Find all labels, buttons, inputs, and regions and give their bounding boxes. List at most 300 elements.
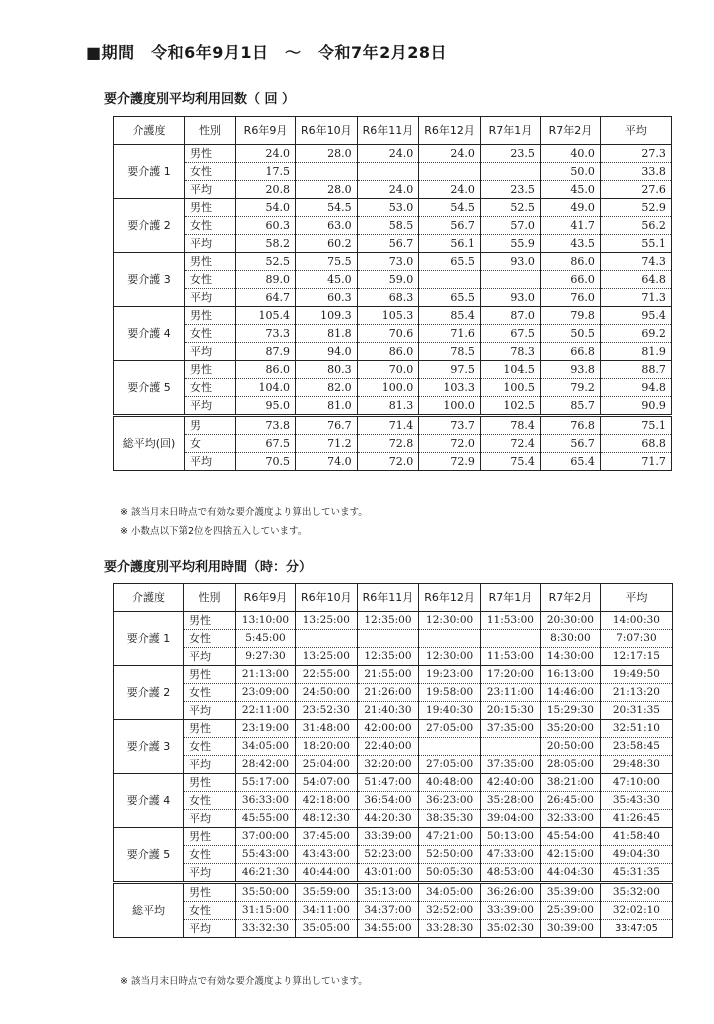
table-row xyxy=(114,379,672,397)
value-cell: 75.5 xyxy=(296,253,358,271)
sex-cell: 女性 xyxy=(184,846,236,864)
table-row xyxy=(114,630,673,648)
value-cell: 48:12:30 xyxy=(296,810,358,828)
table-row xyxy=(114,416,672,435)
average-cell: 75.1 xyxy=(600,416,671,435)
value-cell: 71.2 xyxy=(296,435,358,453)
table-group xyxy=(114,774,673,828)
average-cell: 55.1 xyxy=(600,235,671,253)
value-cell: 95.0 xyxy=(236,397,296,416)
value-cell: 73.3 xyxy=(236,325,296,343)
sex-cell: 平均 xyxy=(184,702,236,720)
value-cell: 72.9 xyxy=(419,453,481,471)
table-group xyxy=(114,307,672,361)
value-cell: 72.8 xyxy=(357,435,419,453)
value-cell: 37:35:00 xyxy=(480,756,540,774)
table-row xyxy=(114,846,673,864)
value-cell: 24.0 xyxy=(236,145,296,163)
table-row xyxy=(114,253,672,271)
value-cell: 42:15:00 xyxy=(540,846,600,864)
header-row xyxy=(114,584,673,612)
sex-cell: 男性 xyxy=(184,720,236,738)
column-header: R6年10月 xyxy=(296,584,358,612)
table-group xyxy=(114,612,673,666)
value-cell: 38:21:00 xyxy=(540,774,600,792)
table2-title: 要介護度別平均利用時間（時：分） xyxy=(104,560,313,575)
value-cell: 54.5 xyxy=(296,199,358,217)
column-header: R7年1月 xyxy=(480,117,540,145)
average-cell: 56.2 xyxy=(600,217,671,235)
value-cell: 24.0 xyxy=(357,145,419,163)
value-cell: 93.0 xyxy=(480,289,540,307)
table-row xyxy=(114,810,673,828)
value-cell xyxy=(296,630,358,648)
value-cell: 50:05:30 xyxy=(419,864,481,883)
sex-cell: 平均 xyxy=(185,343,236,361)
value-cell: 20.8 xyxy=(236,181,296,199)
value-cell: 17.5 xyxy=(236,163,296,181)
value-cell: 40:48:00 xyxy=(419,774,481,792)
value-cell: 13:25:00 xyxy=(296,612,358,630)
sex-cell: 女性 xyxy=(185,271,236,289)
table-row xyxy=(114,343,672,361)
value-cell: 23.5 xyxy=(480,181,540,199)
value-cell: 35:59:00 xyxy=(296,883,358,902)
value-cell: 66.0 xyxy=(540,271,600,289)
value-cell: 76.7 xyxy=(296,416,358,435)
value-cell: 42:18:00 xyxy=(296,792,358,810)
value-cell: 46:21:30 xyxy=(236,864,296,883)
value-cell: 22:40:00 xyxy=(357,738,419,756)
value-cell: 47:33:00 xyxy=(480,846,540,864)
value-cell: 50.5 xyxy=(540,325,600,343)
value-cell: 93.8 xyxy=(540,361,600,379)
value-cell: 103.3 xyxy=(419,379,481,397)
value-cell: 44:04:30 xyxy=(540,864,600,883)
value-cell: 8:30:00 xyxy=(540,630,600,648)
table-group xyxy=(114,145,672,199)
value-cell xyxy=(480,163,540,181)
usage-time-table xyxy=(113,583,673,938)
value-cell: 36:23:00 xyxy=(419,792,481,810)
value-cell: 48:53:00 xyxy=(480,864,540,883)
value-cell: 20:15:30 xyxy=(480,702,540,720)
header-row xyxy=(114,117,672,145)
value-cell: 87.9 xyxy=(236,343,296,361)
table1-note-2: ※ 小数点以下第2位を四捨五入しています。 xyxy=(120,526,308,537)
value-cell: 19:58:00 xyxy=(419,684,481,702)
table1-note-1: ※ 該当月末日時点で有効な要介護度より算出しています。 xyxy=(120,507,368,518)
value-cell: 35:02:30 xyxy=(480,920,540,938)
value-cell: 23.5 xyxy=(480,145,540,163)
average-cell: 71.3 xyxy=(600,289,671,307)
sex-cell: 女性 xyxy=(184,792,236,810)
care-level-cell: 要介護 3 xyxy=(114,253,185,307)
column-header: R6年9月 xyxy=(236,584,296,612)
table-row xyxy=(114,307,672,325)
average-cell: 95.4 xyxy=(600,307,671,325)
value-cell xyxy=(296,163,358,181)
sex-cell: 平均 xyxy=(185,235,236,253)
value-cell: 56.7 xyxy=(419,217,481,235)
column-header: 介護度 xyxy=(114,584,184,612)
value-cell: 67.5 xyxy=(236,435,296,453)
table1-title: 要介護度別平均利用回数（ 回 ） xyxy=(104,92,296,107)
value-cell: 71.6 xyxy=(419,325,481,343)
value-cell: 66.8 xyxy=(540,343,600,361)
value-cell xyxy=(480,630,540,648)
value-cell: 33:28:30 xyxy=(419,920,481,938)
average-cell: 41:26:45 xyxy=(600,810,672,828)
average-cell: 88.7 xyxy=(600,361,671,379)
value-cell: 60.3 xyxy=(236,217,296,235)
sex-cell: 女性 xyxy=(185,379,236,397)
value-cell: 34:11:00 xyxy=(296,902,358,920)
sex-cell: 女性 xyxy=(184,684,236,702)
care-level-cell: 要介護 5 xyxy=(114,361,185,416)
value-cell: 81.3 xyxy=(357,397,419,416)
table-row xyxy=(114,648,673,666)
value-cell: 28.0 xyxy=(296,181,358,199)
average-cell: 41:58:40 xyxy=(600,828,672,846)
value-cell: 73.8 xyxy=(236,416,296,435)
value-cell: 56.1 xyxy=(419,235,481,253)
value-cell: 54.5 xyxy=(419,199,481,217)
value-cell xyxy=(357,163,419,181)
sex-cell: 女性 xyxy=(185,217,236,235)
value-cell: 18:20:00 xyxy=(296,738,358,756)
value-cell: 75.4 xyxy=(480,453,540,471)
value-cell: 49.0 xyxy=(540,199,600,217)
value-cell: 15:29:30 xyxy=(540,702,600,720)
report-period: ■期間 令和6年9月1日 ～ 令和7年2月28日 xyxy=(86,43,448,62)
table-row xyxy=(114,325,672,343)
value-cell: 33:32:30 xyxy=(236,920,296,938)
column-header: R7年1月 xyxy=(480,584,540,612)
value-cell: 21:26:00 xyxy=(357,684,419,702)
average-cell: 21:13:20 xyxy=(600,684,672,702)
sex-cell: 平均 xyxy=(185,397,236,416)
table-row xyxy=(114,756,673,774)
average-cell: 27.6 xyxy=(600,181,671,199)
value-cell: 78.4 xyxy=(480,416,540,435)
value-cell: 34:55:00 xyxy=(357,920,419,938)
average-cell: 47:10:00 xyxy=(600,774,672,792)
value-cell: 38:35:30 xyxy=(419,810,481,828)
value-cell: 23:52:30 xyxy=(296,702,358,720)
value-cell: 14:30:00 xyxy=(540,648,600,666)
average-cell: 32:02:10 xyxy=(600,902,672,920)
value-cell: 40.0 xyxy=(540,145,600,163)
table-row xyxy=(114,397,672,416)
value-cell: 86.0 xyxy=(236,361,296,379)
value-cell: 23:11:00 xyxy=(480,684,540,702)
table-row xyxy=(114,720,673,738)
value-cell: 27:05:00 xyxy=(419,756,481,774)
value-cell: 71.4 xyxy=(357,416,419,435)
sex-cell: 男性 xyxy=(185,145,236,163)
care-level-cell: 要介護 4 xyxy=(114,307,185,361)
value-cell: 36:26:00 xyxy=(480,883,540,902)
value-cell: 55:17:00 xyxy=(236,774,296,792)
value-cell: 59.0 xyxy=(357,271,419,289)
sex-cell: 男性 xyxy=(184,828,236,846)
value-cell: 53.0 xyxy=(357,199,419,217)
value-cell: 35:28:00 xyxy=(480,792,540,810)
sex-cell: 平均 xyxy=(185,453,236,471)
average-cell: 52.9 xyxy=(600,199,671,217)
value-cell: 27:05:00 xyxy=(419,720,481,738)
average-cell: 45:31:35 xyxy=(600,864,672,883)
average-cell: 19:49:50 xyxy=(600,666,672,684)
table-row xyxy=(114,612,673,630)
table-row xyxy=(114,828,673,846)
value-cell: 58.2 xyxy=(236,235,296,253)
value-cell: 70.0 xyxy=(357,361,419,379)
column-header: R6年12月 xyxy=(419,584,481,612)
value-cell: 60.3 xyxy=(296,289,358,307)
value-cell: 79.2 xyxy=(540,379,600,397)
value-cell: 56.7 xyxy=(357,235,419,253)
value-cell: 28.0 xyxy=(296,145,358,163)
average-cell: 33.8 xyxy=(600,163,671,181)
table-row xyxy=(114,702,673,720)
value-cell xyxy=(419,630,481,648)
value-cell: 64.7 xyxy=(236,289,296,307)
value-cell: 23:09:00 xyxy=(236,684,296,702)
table-group xyxy=(114,253,672,307)
sex-cell: 平均 xyxy=(184,648,236,666)
value-cell: 21:13:00 xyxy=(236,666,296,684)
value-cell: 50:13:00 xyxy=(480,828,540,846)
value-cell: 13:10:00 xyxy=(236,612,296,630)
value-cell: 37:00:00 xyxy=(236,828,296,846)
value-cell: 45.0 xyxy=(540,181,600,199)
value-cell: 9:27:30 xyxy=(236,648,296,666)
value-cell: 31:48:00 xyxy=(296,720,358,738)
value-cell: 33:39:00 xyxy=(357,828,419,846)
average-cell: 29:48:30 xyxy=(600,756,672,774)
value-cell: 21:55:00 xyxy=(357,666,419,684)
value-cell: 12:35:00 xyxy=(357,648,419,666)
table-group xyxy=(114,720,673,774)
value-cell: 65.5 xyxy=(419,253,481,271)
value-cell: 72.0 xyxy=(357,453,419,471)
value-cell: 41.7 xyxy=(540,217,600,235)
value-cell: 12:30:00 xyxy=(419,648,481,666)
value-cell: 81.8 xyxy=(296,325,358,343)
value-cell: 32:33:00 xyxy=(540,810,600,828)
value-cell: 39:04:00 xyxy=(480,810,540,828)
table-row xyxy=(114,271,672,289)
value-cell: 51:47:00 xyxy=(357,774,419,792)
average-cell: 49:04:30 xyxy=(600,846,672,864)
value-cell: 31:15:00 xyxy=(236,902,296,920)
sex-cell: 女性 xyxy=(184,630,236,648)
table-row xyxy=(114,774,673,792)
sex-cell: 平均 xyxy=(184,756,236,774)
column-header: R6年9月 xyxy=(236,117,296,145)
value-cell: 105.4 xyxy=(236,307,296,325)
value-cell: 52.5 xyxy=(480,199,540,217)
value-cell: 25:04:00 xyxy=(296,756,358,774)
sex-cell: 男性 xyxy=(185,199,236,217)
column-header: R6年10月 xyxy=(296,117,358,145)
value-cell: 68.3 xyxy=(357,289,419,307)
column-header: R6年11月 xyxy=(357,584,419,612)
average-cell: 12:17:15 xyxy=(600,648,672,666)
value-cell: 56.7 xyxy=(540,435,600,453)
value-cell: 100.0 xyxy=(419,397,481,416)
column-header: R6年11月 xyxy=(357,117,419,145)
value-cell: 45:55:00 xyxy=(236,810,296,828)
table-row xyxy=(114,435,672,453)
value-cell: 54:07:00 xyxy=(296,774,358,792)
value-cell: 33:39:00 xyxy=(480,902,540,920)
value-cell: 45:54:00 xyxy=(540,828,600,846)
sex-cell: 女性 xyxy=(185,325,236,343)
value-cell: 20:30:00 xyxy=(540,612,600,630)
value-cell: 34:37:00 xyxy=(357,902,419,920)
value-cell: 22:11:00 xyxy=(236,702,296,720)
care-level-cell: 総平均 xyxy=(114,883,184,938)
value-cell: 35:39:00 xyxy=(540,883,600,902)
value-cell xyxy=(419,163,481,181)
value-cell: 109.3 xyxy=(296,307,358,325)
care-level-cell: 要介護 1 xyxy=(114,145,185,199)
value-cell: 24.0 xyxy=(419,181,481,199)
value-cell: 34:05:00 xyxy=(419,883,481,902)
average-cell: 33:47:05 xyxy=(600,920,672,938)
value-cell: 5:45:00 xyxy=(236,630,296,648)
care-level-cell: 要介護 2 xyxy=(114,199,185,253)
value-cell: 52:50:00 xyxy=(419,846,481,864)
value-cell: 32:52:00 xyxy=(419,902,481,920)
value-cell: 42:40:00 xyxy=(480,774,540,792)
value-cell: 43:43:00 xyxy=(296,846,358,864)
average-cell: 20:31:35 xyxy=(600,702,672,720)
value-cell: 60.2 xyxy=(296,235,358,253)
value-cell: 78.3 xyxy=(480,343,540,361)
value-cell: 100.0 xyxy=(357,379,419,397)
table-row xyxy=(114,453,672,471)
sex-cell: 男性 xyxy=(184,612,236,630)
value-cell: 14:46:00 xyxy=(540,684,600,702)
table-group xyxy=(114,199,672,253)
sex-cell: 平均 xyxy=(185,289,236,307)
value-cell: 12:30:00 xyxy=(419,612,481,630)
care-level-cell: 要介護 3 xyxy=(114,720,184,774)
value-cell xyxy=(419,271,481,289)
column-header: 介護度 xyxy=(114,117,185,145)
value-cell: 70.6 xyxy=(357,325,419,343)
table-group xyxy=(114,828,673,883)
value-cell: 102.5 xyxy=(480,397,540,416)
value-cell: 19:40:30 xyxy=(419,702,481,720)
value-cell: 80.3 xyxy=(296,361,358,379)
value-cell: 20:50:00 xyxy=(540,738,600,756)
value-cell: 12:35:00 xyxy=(357,612,419,630)
value-cell: 72.0 xyxy=(419,435,481,453)
value-cell: 65.5 xyxy=(419,289,481,307)
care-level-cell: 要介護 1 xyxy=(114,612,184,666)
table-row xyxy=(114,902,673,920)
care-level-cell: 要介護 4 xyxy=(114,774,184,828)
average-cell: 71.7 xyxy=(600,453,671,471)
value-cell: 76.0 xyxy=(540,289,600,307)
value-cell: 100.5 xyxy=(480,379,540,397)
average-cell: 94.8 xyxy=(600,379,671,397)
value-cell: 36:54:00 xyxy=(357,792,419,810)
value-cell: 47:21:00 xyxy=(419,828,481,846)
value-cell: 55.9 xyxy=(480,235,540,253)
table-row xyxy=(114,163,672,181)
sex-cell: 男性 xyxy=(184,883,236,902)
value-cell: 35:05:00 xyxy=(296,920,358,938)
table-row xyxy=(114,792,673,810)
average-cell: 74.3 xyxy=(600,253,671,271)
value-cell: 54.0 xyxy=(236,199,296,217)
column-header: R6年12月 xyxy=(419,117,481,145)
table2-note-1: ※ 該当月末日時点で有効な要介護度より算出しています。 xyxy=(120,976,368,987)
value-cell: 26:45:00 xyxy=(540,792,600,810)
value-cell: 82.0 xyxy=(296,379,358,397)
value-cell: 94.0 xyxy=(296,343,358,361)
average-cell: 35:43:30 xyxy=(600,792,672,810)
value-cell xyxy=(357,630,419,648)
average-cell: 23:58:45 xyxy=(600,738,672,756)
value-cell: 87.0 xyxy=(480,307,540,325)
value-cell: 11:53:00 xyxy=(480,648,540,666)
value-cell: 104.5 xyxy=(480,361,540,379)
value-cell: 30:39:00 xyxy=(540,920,600,938)
value-cell: 73.0 xyxy=(357,253,419,271)
table-row xyxy=(114,684,673,702)
value-cell: 85.4 xyxy=(419,307,481,325)
value-cell: 24.0 xyxy=(419,145,481,163)
table-row xyxy=(114,145,672,163)
value-cell: 55:43:00 xyxy=(236,846,296,864)
sex-cell: 女性 xyxy=(184,738,236,756)
sex-cell: 男性 xyxy=(185,361,236,379)
sex-cell: 平均 xyxy=(185,181,236,199)
value-cell: 32:20:00 xyxy=(357,756,419,774)
table-group xyxy=(114,361,672,416)
value-cell: 50.0 xyxy=(540,163,600,181)
sex-cell: 平均 xyxy=(184,864,236,883)
column-header: 性別 xyxy=(184,584,236,612)
table-row xyxy=(114,217,672,235)
value-cell: 78.5 xyxy=(419,343,481,361)
value-cell: 24:50:00 xyxy=(296,684,358,702)
table-row xyxy=(114,181,672,199)
sex-cell: 男 xyxy=(185,416,236,435)
table-row xyxy=(114,738,673,756)
value-cell: 86.0 xyxy=(357,343,419,361)
value-cell: 52:23:00 xyxy=(357,846,419,864)
value-cell: 43:01:00 xyxy=(357,864,419,883)
table-row xyxy=(114,199,672,217)
value-cell: 74.0 xyxy=(296,453,358,471)
care-level-cell: 総平均(回) xyxy=(114,416,185,471)
value-cell: 86.0 xyxy=(540,253,600,271)
value-cell: 28:05:00 xyxy=(540,756,600,774)
value-cell: 73.7 xyxy=(419,416,481,435)
value-cell: 104.0 xyxy=(236,379,296,397)
average-cell: 14:00:30 xyxy=(600,612,672,630)
average-cell: 90.9 xyxy=(600,397,671,416)
sex-cell: 男性 xyxy=(185,307,236,325)
